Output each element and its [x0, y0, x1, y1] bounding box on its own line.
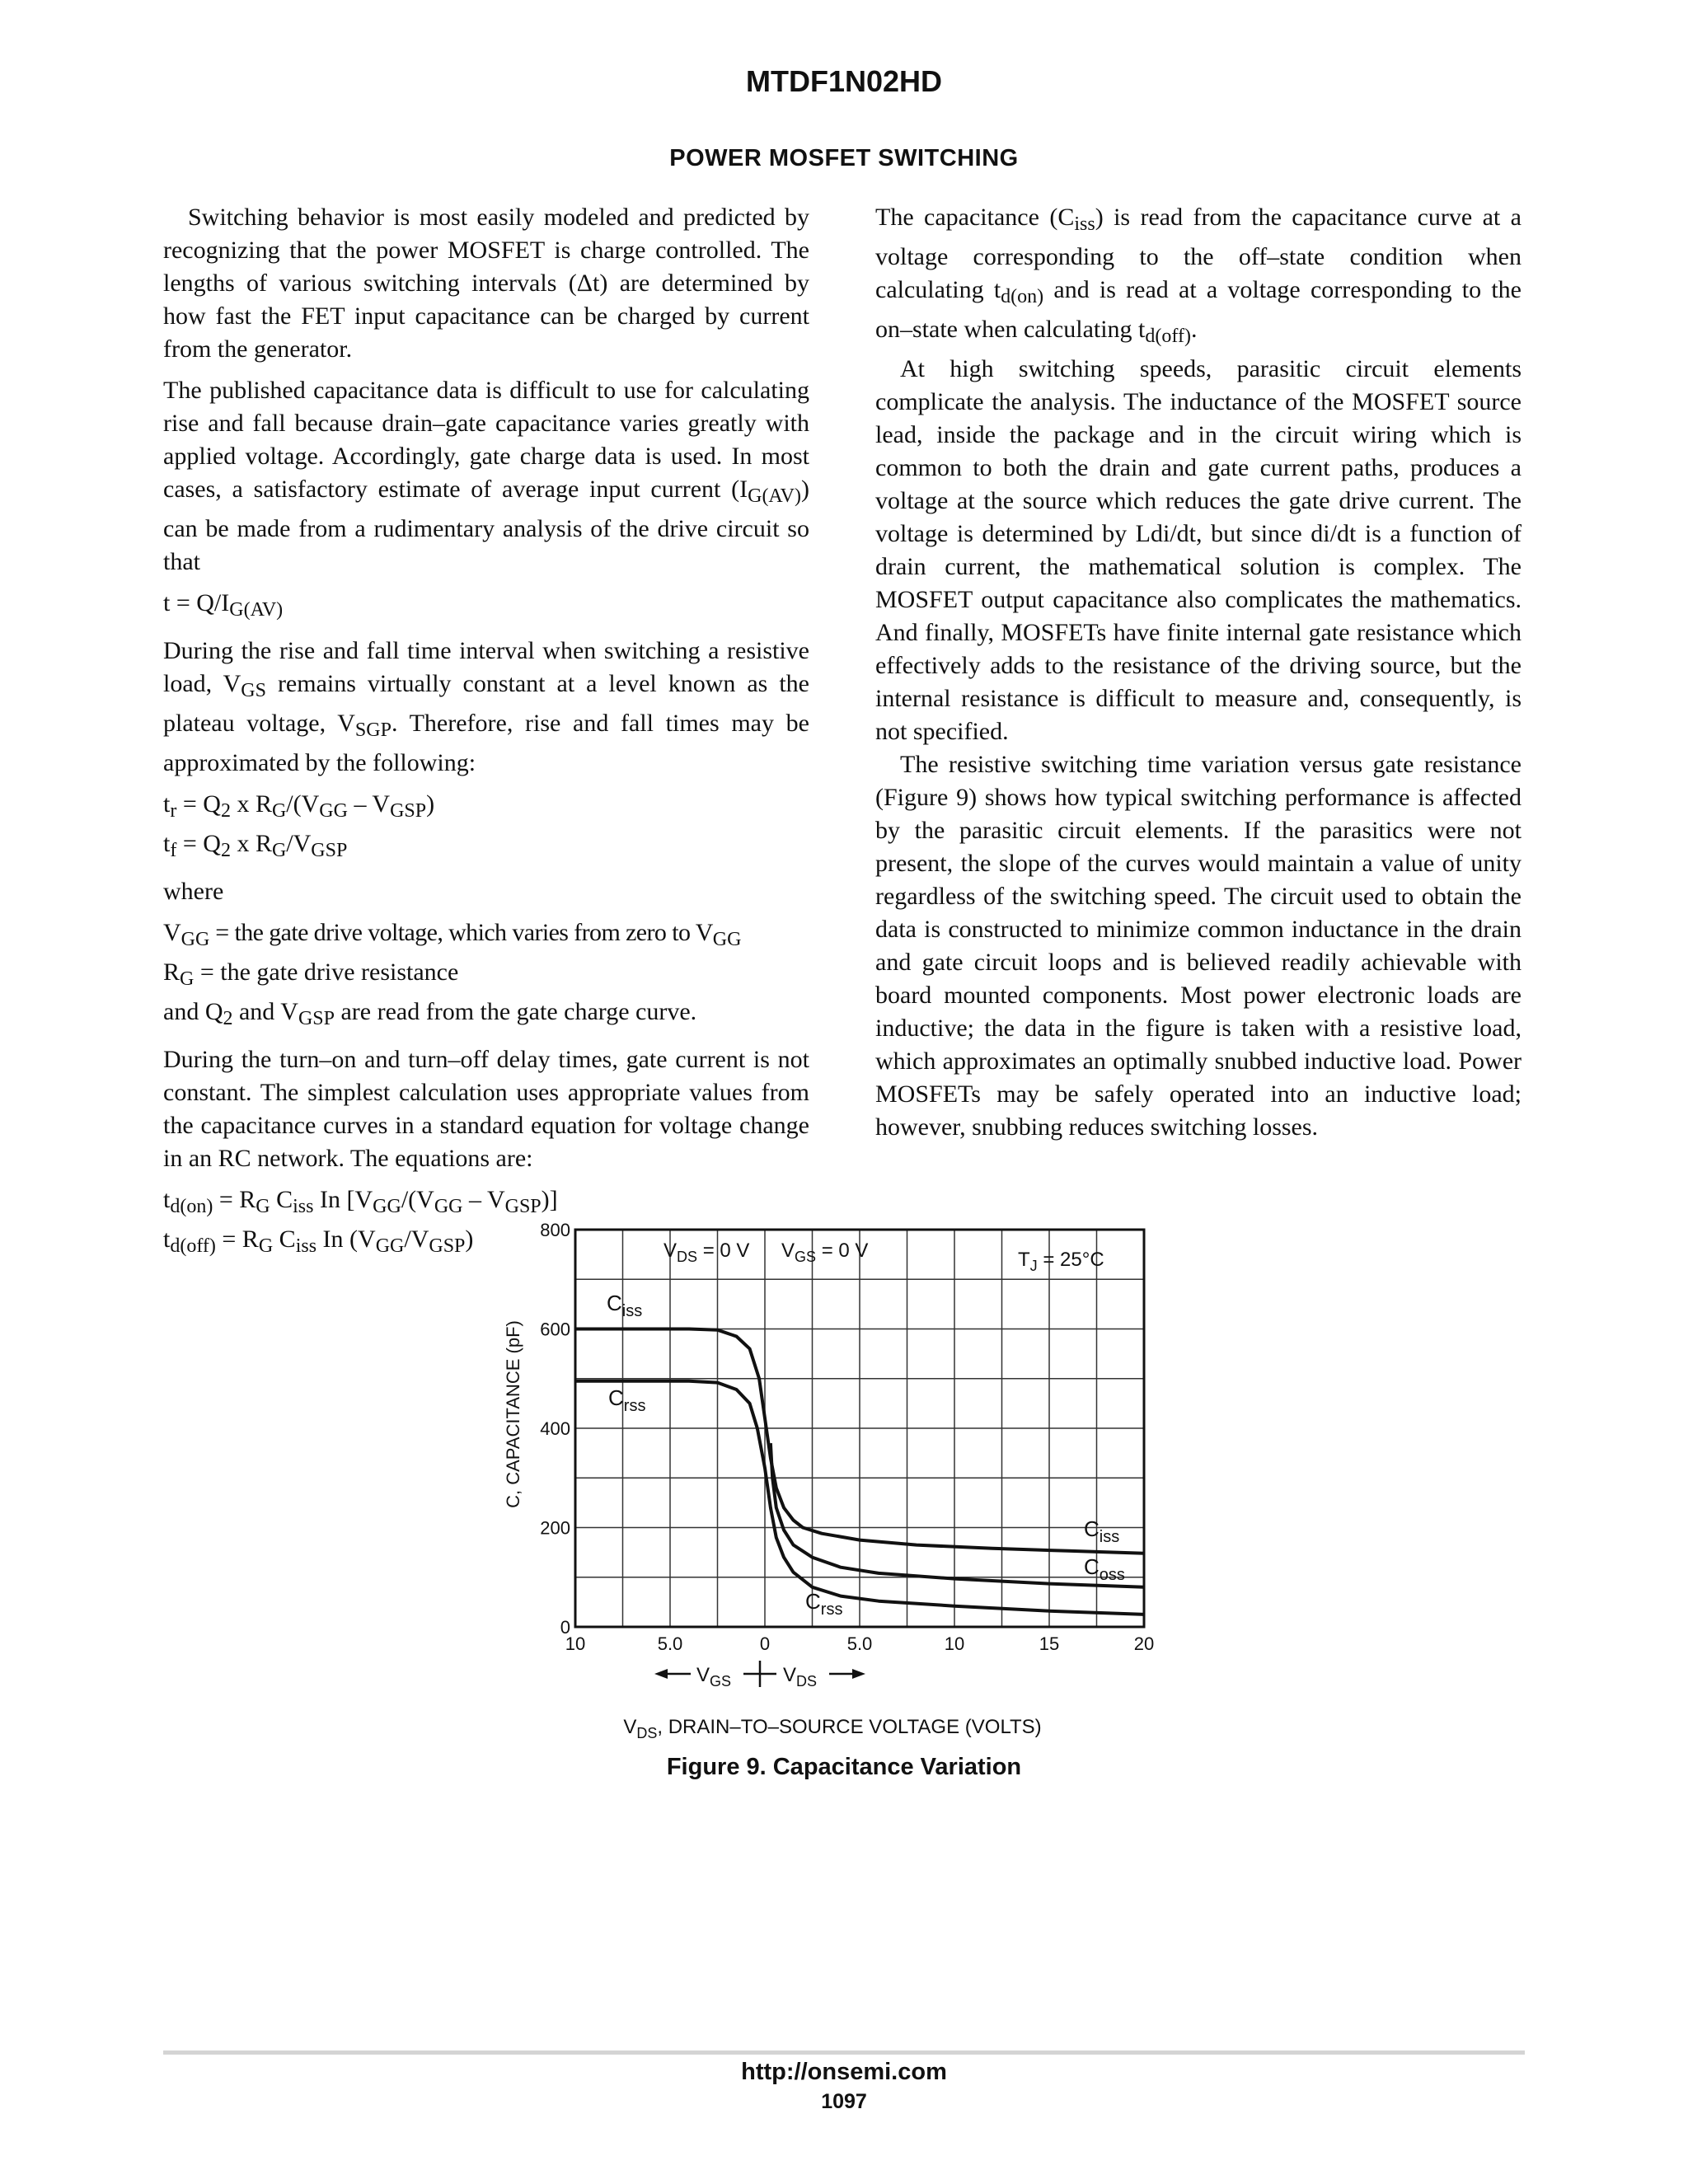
x-tick-label: 0 — [759, 1633, 771, 1654]
equation-tf: $t_f = Q_2$ x $R_G/V_{GSP}$ — [163, 830, 348, 861]
arrow-right-icon — [852, 1669, 865, 1679]
y-tick-label: 800 — [540, 1220, 570, 1240]
equation-tr: $t_r = Q_2$ x $R_G/(V_{GG} - V_{GSP})$ — [163, 790, 435, 822]
paragraph-intro: Switching behavior is most easily modeled and predicted by recognizing that the power MOSFET is charge controlled. The lengths of various switching intervals (Δt) are determined by how fast the FET input capacitance can be charged by current from the generator. — [163, 204, 809, 363]
annotation-vds-zero: $V_{DS} = 0$ V — [663, 1240, 750, 1265]
chart-grid — [575, 1230, 1144, 1627]
equation-t: $t = Q/I_{G(AV)}$ — [163, 589, 284, 621]
paragraph-capacitance-data: The published capacitance data is difficult to use for calculating rise and fall because drain–gate capacitance varies greatly with applied voltage. Accordingly, gate charge data is used. In most cases, a satisfactory estimate of average input current $(I_{G(AV)})$ can be made from a rudimentary analysis of the drive circuit so that — [163, 377, 809, 575]
x-tick-label: 5.0 — [657, 1633, 683, 1654]
right-column — [875, 201, 1522, 1144]
definition-vgg: $V_{GG}$ = the gate drive voltage, which varies from zero to $V_{GG}$ — [163, 919, 742, 950]
annotation-tj: $T_J = 25^\circ C$ — [1018, 1249, 1104, 1274]
direction-label-vgs: $V_{GS}$ — [696, 1664, 732, 1690]
y-tick-label: 200 — [540, 1517, 570, 1539]
capacitance-chart — [478, 1220, 1187, 1747]
equation-tdoff: $t_{d(off)} = R_G$ $C_{iss}$ In $(V_{GG}/V_{GSP})$ — [163, 1226, 474, 1257]
direction-indicator — [654, 1661, 865, 1690]
equation-tdon: $t_{d(on)} = R_G$ $C_{iss}$ In $[V_{GG}/(V_{GG} - V_{GSP})]$ — [163, 1186, 558, 1217]
footer-divider — [163, 2050, 1525, 2055]
where-label: where — [163, 878, 224, 905]
paragraph-rise-fall: During the rise and fall time interval when switching a resistive load, $V_{GS}$ remains virtually constant at a level known as the plateau voltage, $V_{SGP}$. Therefore, rise and fall times may be approximated by the following: — [163, 637, 809, 776]
x-tick-label: 5.0 — [846, 1633, 873, 1654]
figure-caption: Figure 9. Capacitance Variation — [666, 1754, 1022, 1780]
paragraph-delay-times: During the turn–on and turn–off delay times, gate current is not constant. The simplest calculation uses appropriate values from the capacitance curves in a standard equation for voltage change in an RC network. The equations are: — [163, 1046, 809, 1172]
arrow-left-icon — [654, 1669, 668, 1679]
label-ciss-left: $C_{iss}$ — [607, 1291, 643, 1320]
paragraph-figure9: The resistive switching time variation versus gate resistance (Figure 9) shows how typical switching performance is affected by the parasitic circuit elements. If the parasitics were not present, the slope of the curves would maintain a value of unity regardless of the switching speed. The circuit used to obtain the data is constructed to minimize common inductance in the drain and gate circuit loops and is believed readily achievable with board mounted components. Most power electronic loads are inductive; the data in the figure is taken with a resistive load, which approximates an optimally snubbed inductive load. Power MOSFETs may be safely operated into an inductive load; however, snubbing reduces switching losses. — [875, 751, 1522, 1141]
x-tick-label: 10 — [565, 1633, 586, 1654]
paragraph-parasitics: At high switching speeds, parasitic circuit elements complicate the analysis. The inductance of the MOSFET source lead, inside the package and in the circuit wiring which is common to both the drain and gate current paths, produces a voltage at the source which reduces the gate drive current. The voltage is determined by Ldi/dt, but since di/dt is a function of drain current, the mathematical solution is complex. The MOSFET output capacitance also complicates the mathematics. And finally, MOSFETs have finite internal gate resistance which effectively adds to the resistance of the driving source, but the internal resistance is difficult to measure and, consequently, is not specified. — [875, 355, 1522, 745]
label-crss-bottom: $C_{rss}$ — [805, 1589, 843, 1619]
y-tick-label: 600 — [540, 1319, 570, 1340]
left-column — [163, 201, 809, 1271]
x-tick-label: 20 — [1133, 1633, 1155, 1654]
label-ciss-right: $C_{iss}$ — [1084, 1516, 1120, 1546]
page-number: 1097 — [821, 2090, 867, 2113]
y-axis-label: C, CAPACITANCE (pF) — [503, 1320, 523, 1508]
y-tick-label: 400 — [540, 1418, 570, 1439]
label-coss-right: $C_{oss}$ — [1084, 1554, 1125, 1584]
paragraph-ciss: The capacitance $(C_{iss})$ is read from the capacitance curve at a voltage corresponding to the off–state condition when calculating $t_{d(on)}$ and is read at a voltage corresponding to the on–state when calculating $t_{d(off)}$. — [875, 204, 1522, 347]
definition-q2: and $Q_2$ and $V_{GSP}$ are read from the gate charge curve. — [163, 998, 697, 1029]
x-tick-label: 10 — [944, 1633, 965, 1654]
section-title: POWER MOSFET SWITCHING — [669, 145, 1019, 171]
footer-url: http://onsemi.com — [741, 2059, 947, 2085]
chart-tick-labels — [540, 1220, 1154, 1654]
direction-label-vds: $V_{DS}$ — [783, 1664, 818, 1690]
annotation-vgs-zero: $V_{GS} = 0$ V — [781, 1240, 869, 1265]
definition-rg: $R_G$ = the gate drive resistance — [163, 958, 459, 990]
x-axis-label: $V_{DS}$, DRAIN–TO–SOURCE VOLTAGE (VOLTS) — [623, 1716, 1042, 1741]
label-crss-left: $C_{rss}$ — [608, 1385, 646, 1415]
x-tick-label: 15 — [1039, 1633, 1060, 1654]
y-tick-label: 0 — [560, 1617, 570, 1638]
document-title: MTDF1N02HD — [745, 64, 943, 98]
